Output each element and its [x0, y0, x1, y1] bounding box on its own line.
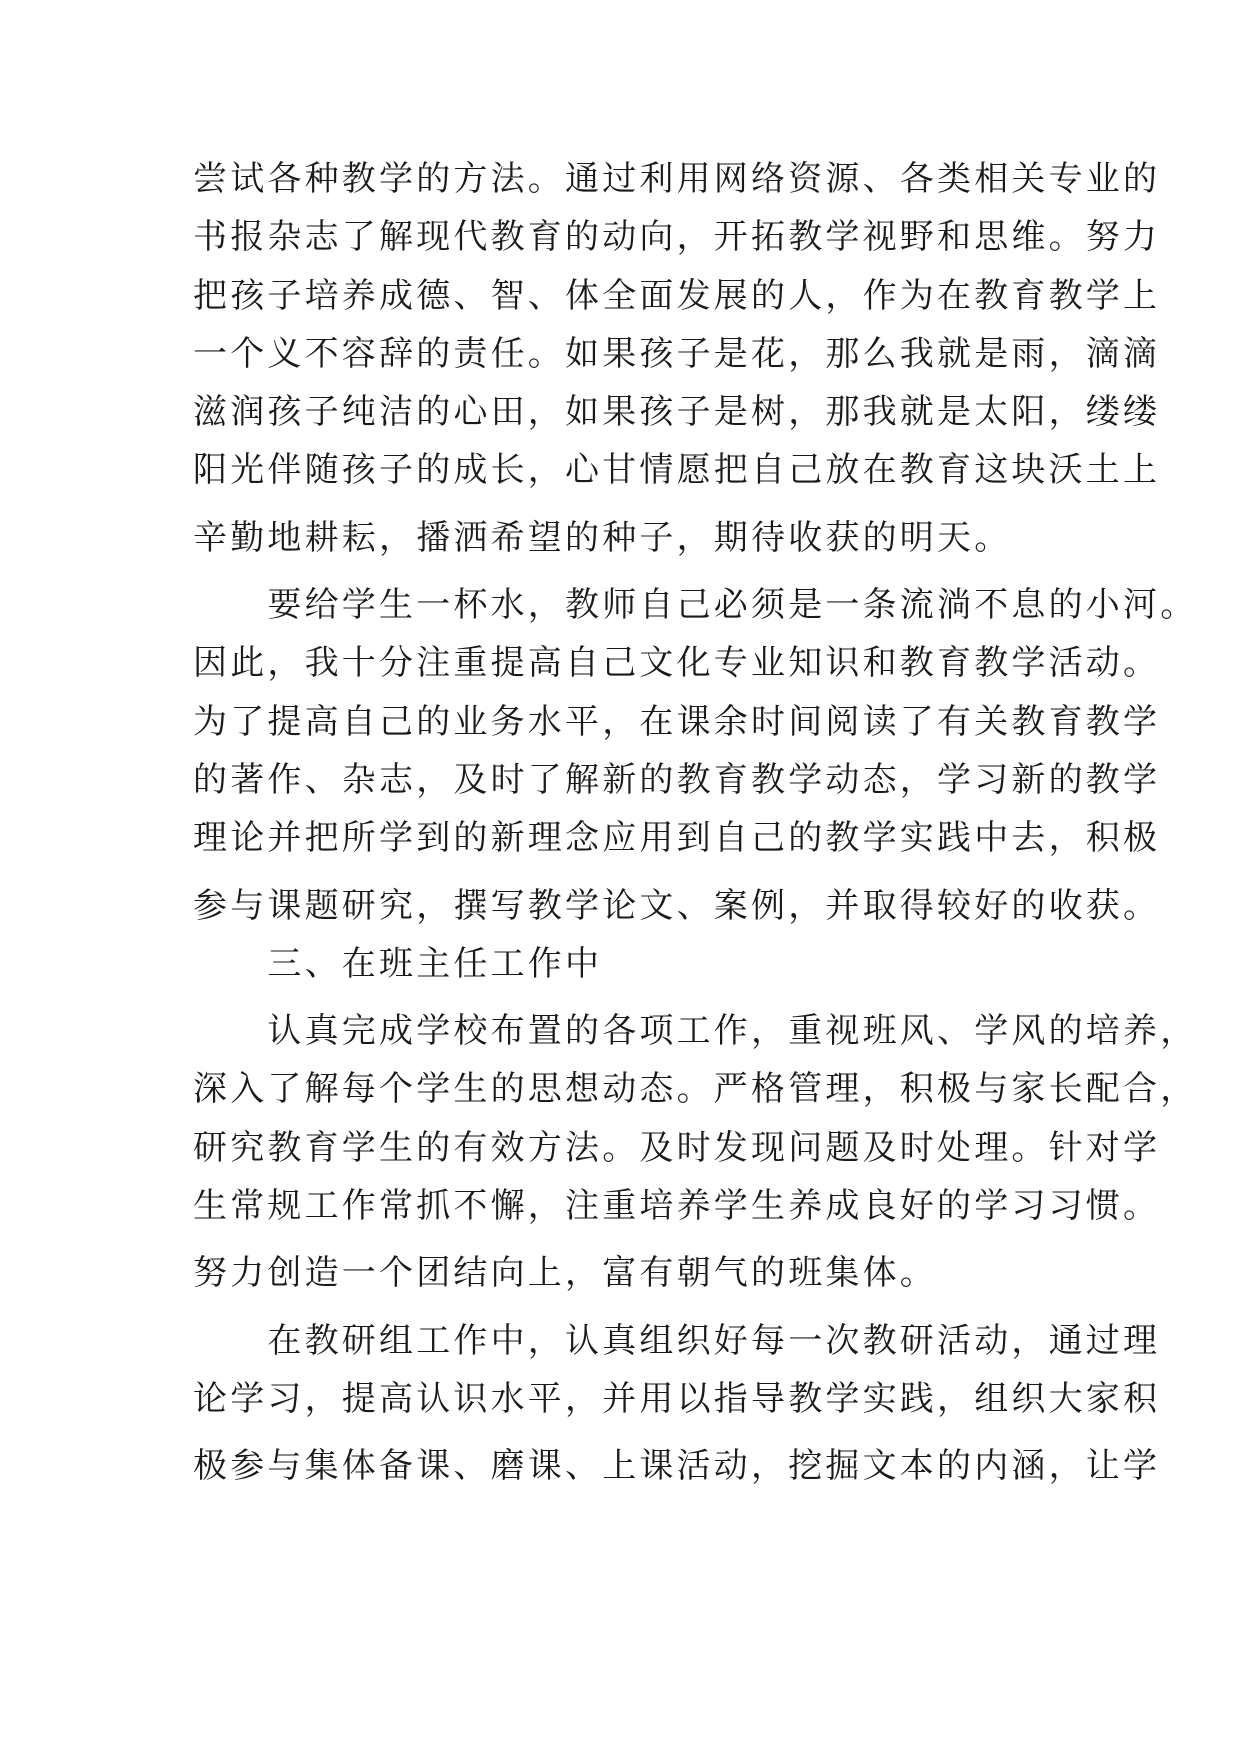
text-line: 书报杂志了解现代教育的动向，开拓教学视野和思维。努力	[193, 217, 1161, 258]
text-line: 研究教育学生的有效方法。及时发现问题及时处理。针对学	[193, 1127, 1161, 1168]
text-line: 生常规工作常抓不懈，注重培养学生养成良好的学习习惯。	[193, 1186, 1161, 1227]
text-line: 一个义不容辞的责任。如果孩子是花，那么我就是雨，滴滴	[193, 333, 1161, 374]
text-line: 认真完成学校布置的各项工作，重视班风、学风的培养，	[193, 1011, 1198, 1052]
text-line: 的著作、杂志，及时了解新的教育教学动态，学习新的教学	[193, 759, 1161, 800]
text-line: 因此，我十分注重提高自己文化专业知识和教育教学活动。	[193, 643, 1161, 684]
text-line: 要给学生一杯水，教师自己必须是一条流淌不息的小河。	[193, 585, 1198, 626]
text-line: 在教研组工作中，认真组织好每一次教研活动，通过理	[193, 1320, 1161, 1361]
text-line: 阳光伴随孩子的成长，心甘情愿把自己放在教育这块沃土上	[193, 450, 1161, 491]
text-line: 把孩子培养成德、智、体全面发展的人，作为在教育教学上	[193, 275, 1161, 316]
text-line: 滋润孩子纯洁的心田，如果孩子是树，那我就是太阳，缕缕	[193, 392, 1161, 433]
text-line: 理论并把所学到的新理念应用到自己的教学实践中去，积极	[193, 818, 1161, 859]
document-body	[193, 150, 1198, 1496]
text-line: 尝试各种教学的方法。通过利用网络资源、各类相关专业的	[193, 159, 1161, 199]
text-line: 辛勤地耕耘，播洒希望的种子，期待收获的明天。	[193, 517, 1012, 558]
text-line: 参与课题研究，撰写教学论文、案例，并取得较好的收获。	[193, 885, 1161, 926]
text-line: 努力创造一个团结向上，富有朝气的班集体。	[193, 1253, 937, 1294]
text-line: 为了提高自己的业务水平，在课余时间阅读了有关教育教学	[193, 701, 1161, 742]
text-line: 极参与集体备课、磨课、上课活动，挖掘文本的内涵，让学	[193, 1446, 1161, 1487]
text-line: 论学习，提高认识水平，并用以指导教学实践，组织大家积	[193, 1378, 1161, 1419]
section-heading: 三、在班主任工作中	[193, 943, 603, 984]
text-line: 深入了解每个学生的思想动态。严格管理，积极与家长配合，	[193, 1069, 1198, 1110]
